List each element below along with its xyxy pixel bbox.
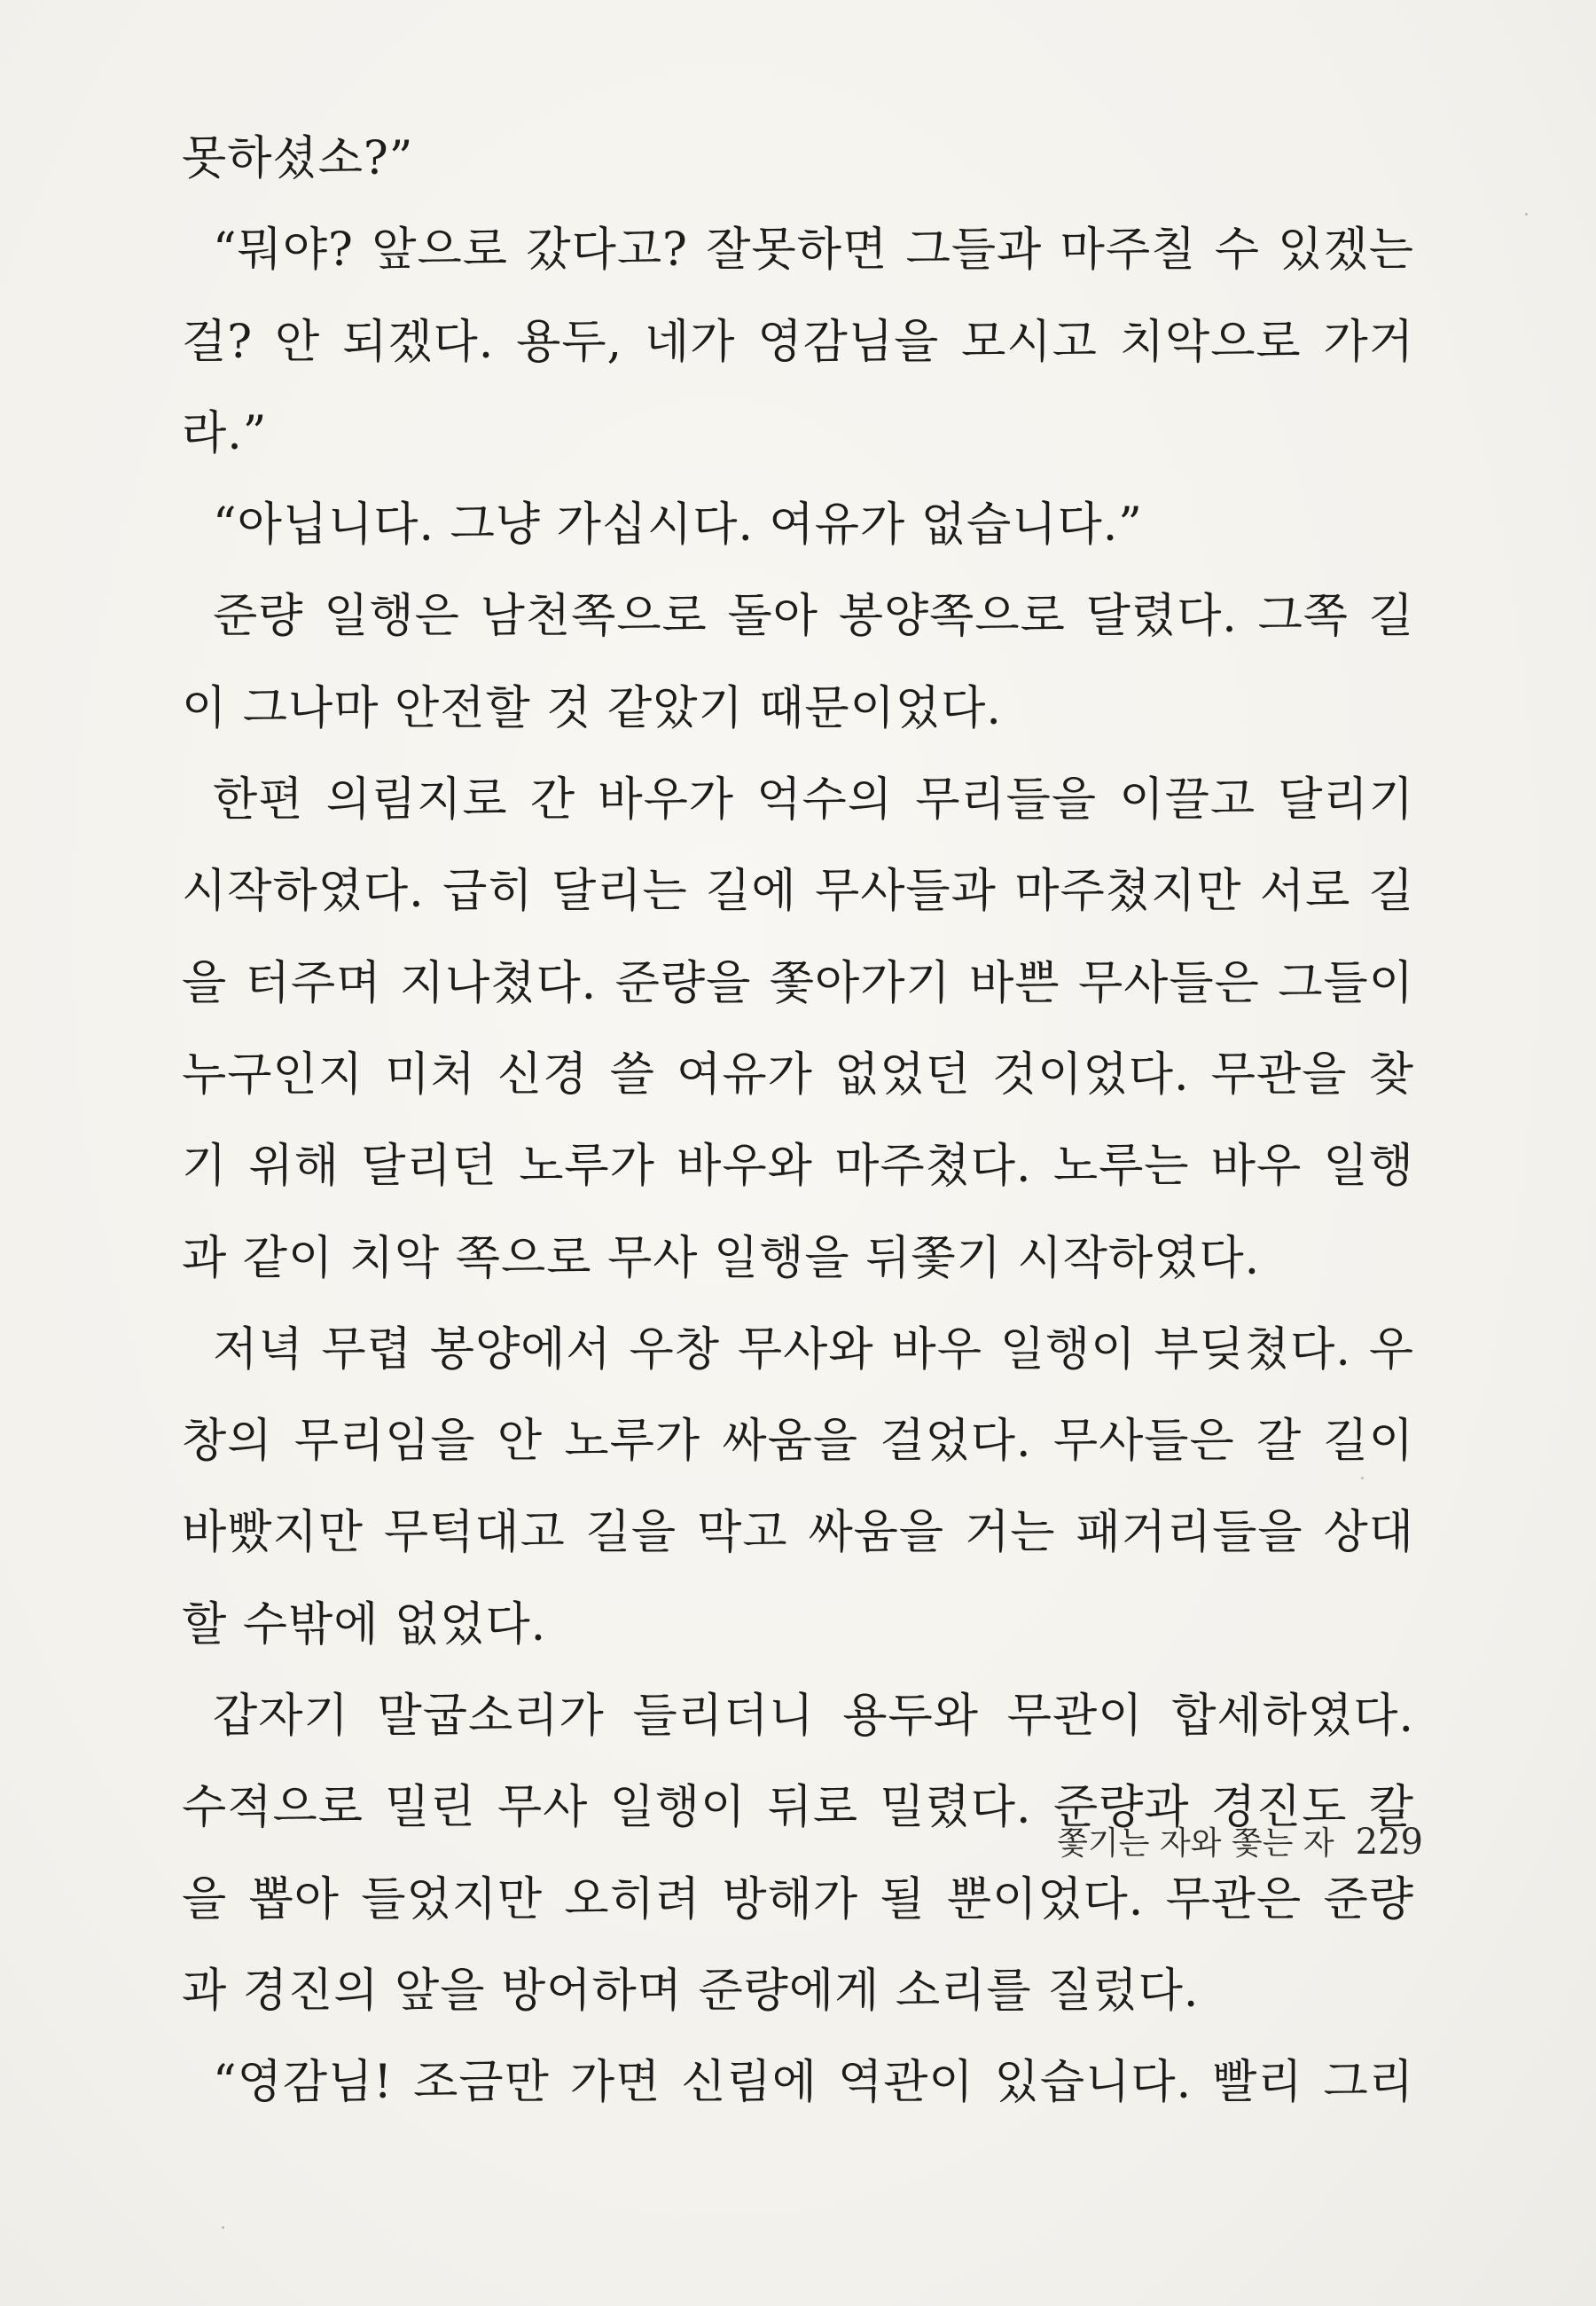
text-line-10: 을 터주며 지나쳤다. 준량을 쫓아가기 바쁜 무사들은 그들이 [182,956,1414,1010]
running-footer [1057,1818,1423,1871]
paper-speck [1525,213,1528,216]
text-line-1: 못하셨소?” [182,132,414,185]
text-line-5: “아닙니다. 그냥 가십시다. 여유가 없습니다.” [213,498,1143,553]
text-line-4: 라.” [182,406,268,460]
text-line-14: 저녁 무렵 봉양에서 우창 무사와 바우 일행이 부딪쳤다. 우 [213,1322,1414,1377]
text-line-18: 갑자기 말굽소리가 들리더니 용두와 무관이 합세하였다. [213,1690,1414,1744]
text-line-16: 바빴지만 무턱대고 길을 막고 싸움을 거는 패거리들을 상대 [182,1506,1414,1560]
paper-speck [222,2226,224,2229]
text-line-17: 할 수밖에 없었다. [182,1597,547,1651]
chapter-title: 쫓기는 자와 쫓는 자 [1057,1825,1334,1862]
page-number: 229 [1355,1822,1423,1863]
text-line-15: 창의 무리임을 안 노루가 싸움을 걸었다. 무사들은 갈 길이 [182,1415,1414,1469]
paper-speck [1361,1477,1364,1479]
text-line-8: 한편 의림지로 간 바우가 억수의 무리들을 이끌고 달리기 [213,773,1414,827]
text-line-20: 을 뽑아 들었지만 오히려 방해가 될 뿐이었다. 무관은 준량 [182,1872,1414,1926]
text-line-21: 과 경진의 앞을 방어하며 준량에게 소리를 질렀다. [182,1964,1200,2018]
text-line-3: 걸? 안 되겠다. 용두, 네가 영감님을 모시고 치악으로 가거 [182,315,1414,369]
text-line-7: 이 그나마 안전할 것 같았기 때문이었다. [182,681,1002,735]
text-line-9: 시작하였다. 급히 달리는 길에 무사들과 마주쳤지만 서로 길 [182,865,1414,919]
text-line-6: 준량 일행은 남천쪽으로 돌아 봉양쪽으로 달렸다. 그쪽 길 [213,590,1414,644]
text-line-11: 누구인지 미처 신경 쓸 여유가 없었던 것이었다. 무관을 찾 [182,1047,1414,1102]
text-line-12: 기 위해 달리던 노루가 바우와 마주쳤다. 노루는 바우 일행 [182,1140,1414,1194]
text-line-13: 과 같이 치악 쪽으로 무사 일행을 뒤쫓기 시작하였다. [182,1231,1261,1285]
text-line-19: 수적으로 밀린 무사 일행이 뒤로 밀렸다. 준량과 경진도 칼 [182,1781,1414,1835]
text-line-2: “뭐야? 앞으로 갔다고? 잘못하면 그들과 마주칠 수 있겠는 [213,224,1414,278]
text-line-22: “영감님! 조금만 가면 신림에 역관이 있습니다. 빨리 그리 [213,2056,1414,2110]
